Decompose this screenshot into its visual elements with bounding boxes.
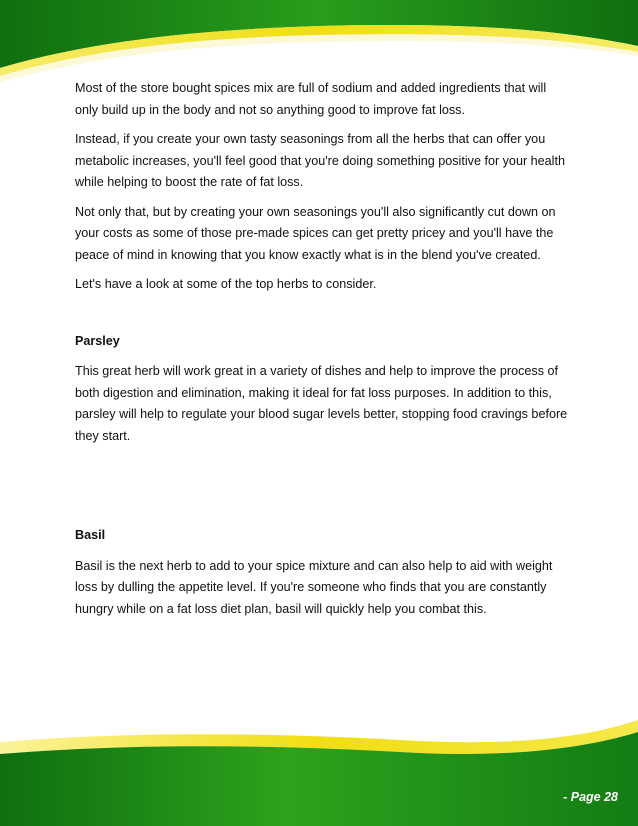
paragraph-create-seasonings: Instead, if you create your own tasty seasonings from all the herbs that can offer you metabolic increases, you'll feel good that you're doing something positive for your health while helping to boost the rate of fat loss.	[75, 132, 565, 189]
paragraph-cut-costs: Not only that, but by creating your own seasonings you'll also significantly cut down on your costs as some of those pre-made spices can get pretty pricey and you'll have the peace of mind in knowing that you know exactly what is in the blend you've created.	[75, 204, 556, 262]
heading-parsley: Parsley	[75, 333, 120, 348]
heading-basil: Basil	[75, 528, 106, 542]
paragraph-store-spices: Most of the store bought spices mix are full of sodium and added ingredients that will only build up in the body and not so anything good to improve fat loss.	[75, 81, 547, 117]
paragraph-basil: Basil is the next herb to add to your spice mixture and can also help to aid with weight loss by dulling the appetite level. If you're someone who finds that you are constantly hungry while on a fat loss diet plan, basil will quickly help you combat this.	[75, 558, 553, 616]
bottom-swoosh-decoration	[0, 706, 638, 826]
spacer	[75, 455, 570, 525]
paragraph-parsley: This great herb will work great in a variety of dishes and help to improve the process of both digestion and elimination, making it ideal for fat loss purposes. In addition to this, parsley will help to regulate your blood sugar levels better, stopping food cravings before they start.	[75, 364, 568, 443]
document-body	[75, 78, 570, 628]
paragraph-top-herbs: Let's have a look at some of the top herbs to consider.	[75, 277, 377, 291]
page-number: - Page 28	[563, 790, 618, 804]
spacer	[75, 304, 570, 331]
